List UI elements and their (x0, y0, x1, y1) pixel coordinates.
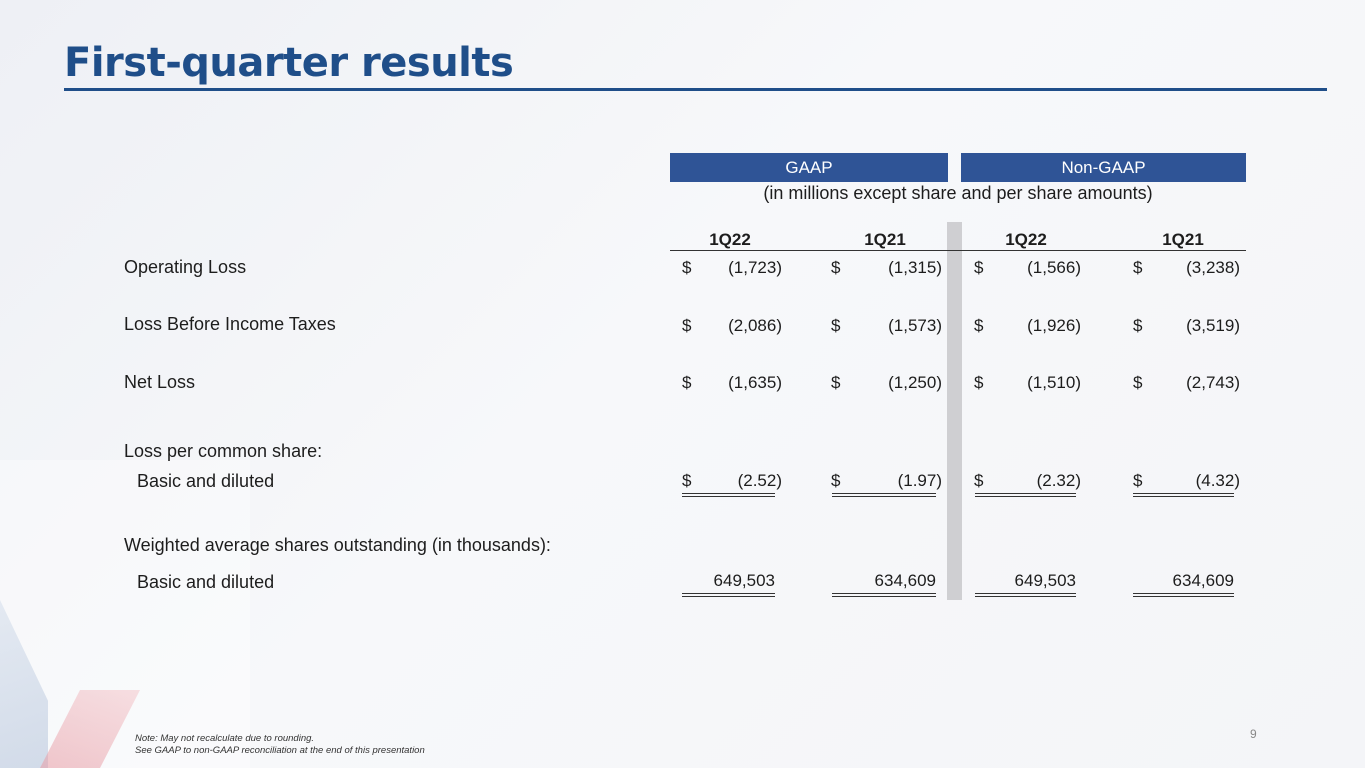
section-heading-loss-per-share: Loss per common share: (124, 441, 323, 461)
currency-symbol: $ (1133, 316, 1143, 335)
row-label-loss-before-taxes: Loss Before Income Taxes (124, 314, 336, 334)
cell-net-loss-gaap-1q22: (1,635) (728, 373, 782, 392)
double-underline (682, 593, 775, 597)
currency-symbol: $ (1133, 471, 1143, 490)
row-label-operating-loss: Operating Loss (124, 257, 247, 277)
cell-net-loss-gaap-1q21: (1,250) (888, 373, 942, 392)
currency-symbol: $ (974, 373, 984, 392)
currency-symbol: $ (682, 316, 692, 335)
currency-symbol: $ (682, 258, 692, 277)
page-number: 9 (1250, 727, 1257, 741)
title-divider (64, 88, 1327, 91)
currency-symbol: $ (974, 258, 984, 277)
cell-eps-nongaap-1q22: (2.32) (1036, 471, 1081, 490)
currency-symbol: $ (1133, 373, 1143, 392)
row-label-eps-basic-diluted: Basic and diluted (137, 471, 275, 491)
footnote-line-2: See GAAP to non-GAAP reconciliation at the end of this presentation (135, 745, 425, 756)
cell-operating-loss-gaap-1q22: (1,723) (728, 258, 782, 277)
double-underline (1133, 593, 1234, 597)
double-underline (832, 493, 936, 497)
section-heading-weighted-shares: Weighted average shares outstanding (in thousands): (124, 535, 551, 555)
cell-eps-gaap-1q21: (1.97) (897, 471, 942, 490)
currency-symbol: $ (831, 316, 841, 335)
cell-operating-loss-nongaap-1q21: (3,238) (1186, 258, 1240, 277)
cell-loss-before-taxes-gaap-1q22: (2,086) (728, 316, 782, 335)
currency-symbol: $ (831, 258, 841, 277)
double-underline (1133, 493, 1234, 497)
cell-shares-gaap-1q22: 649,503 (713, 571, 775, 590)
footnote (135, 733, 425, 757)
currency-symbol: $ (974, 471, 984, 490)
row-label-net-loss: Net Loss (124, 372, 196, 392)
column-separator-band (947, 222, 962, 600)
currency-symbol: $ (831, 471, 841, 490)
cell-loss-before-taxes-nongaap-1q22: (1,926) (1027, 316, 1081, 335)
column-header-gaap-1q21: 1Q21 (864, 230, 906, 249)
cell-eps-gaap-1q22: (2.52) (737, 471, 782, 490)
cell-shares-nongaap-1q22: 649,503 (1014, 571, 1076, 590)
double-underline (975, 593, 1076, 597)
row-label-shares-basic-diluted: Basic and diluted (137, 572, 275, 592)
cell-operating-loss-gaap-1q21: (1,315) (888, 258, 942, 277)
currency-symbol: $ (1133, 258, 1143, 277)
slide-title: First-quarter results (64, 40, 514, 86)
footnote-line-1: Note: May not recalculate due to rounding. (135, 733, 315, 744)
currency-symbol: $ (682, 471, 692, 490)
cell-shares-nongaap-1q21: 634,609 (1172, 571, 1234, 590)
column-header-nongaap-1q22: 1Q22 (1005, 230, 1047, 249)
double-underline (832, 593, 936, 597)
cell-shares-gaap-1q21: 634,609 (874, 571, 936, 590)
currency-symbol: $ (974, 316, 984, 335)
currency-symbol: $ (682, 373, 692, 392)
cell-loss-before-taxes-nongaap-1q21: (3,519) (1186, 316, 1240, 335)
double-underline (975, 493, 1076, 497)
cell-eps-nongaap-1q21: (4.32) (1195, 471, 1240, 490)
cell-net-loss-nongaap-1q22: (1,510) (1027, 373, 1081, 392)
currency-symbol: $ (831, 373, 841, 392)
gaap-header: GAAP (670, 153, 948, 182)
column-header-nongaap-1q21: 1Q21 (1162, 230, 1204, 249)
units-caption: (in millions except share and per share amounts) (763, 183, 1153, 203)
double-underline (682, 493, 775, 497)
cell-net-loss-nongaap-1q21: (2,743) (1186, 373, 1240, 392)
column-header-underline (670, 250, 1246, 251)
cell-loss-before-taxes-gaap-1q21: (1,573) (888, 316, 942, 335)
column-header-gaap-1q22: 1Q22 (709, 230, 751, 249)
non-gaap-header: Non-GAAP (961, 153, 1246, 182)
cell-operating-loss-nongaap-1q22: (1,566) (1027, 258, 1081, 277)
